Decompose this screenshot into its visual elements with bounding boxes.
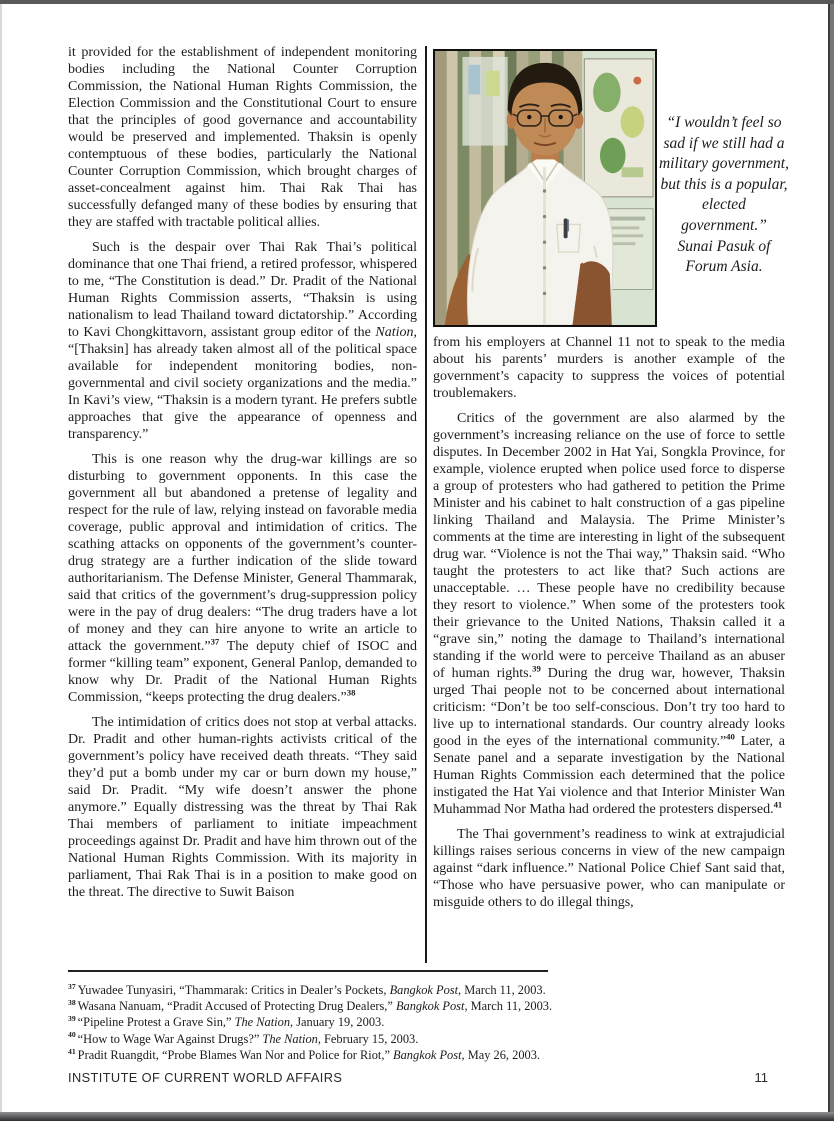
pull-quote-attribution: Sunai Pasuk of Forum Asia. bbox=[677, 237, 771, 276]
footnotes bbox=[68, 982, 786, 1063]
paragraph: Critics of the government are also alarmed by the government’s increasing reliance on the use of force to settle disputes. In December 2002 in Hat Yai, Songkla Province, for example, violence erupted when police used force to disperse a group of protesters who had gathered to petition the Prime Minister and his cabinet to halt construction of a gas pipeline linking Thailand and Malaysia. The Prime Minister’s comments at the time are interesting in light of the subsequent drug war. “Violence is not the Thai way,” Thaksin said. “Who taught the protesters to act like that? Such actions are unacceptable. … These people have no credibility because they resort to violence.” When some of the protesters took their grievance to the United Nations, Thaksin called it a “grave sin,” noting the damage to Thailand’s international standing if the world were to perceive Thailand as an abuser of human rights.$^{39}$ During the drug war, however, Thaksin urged Thai people not to be concerned about international criticism: “Don’t be too self-conscious. Don’t try too hard to live up to international standards. Our country already looks good in the eyes of the international community.”$^{40}$ Later, a Senate panel and a separate investigation by the National Human Rights Commission each determined that the police instigated the Hat Yai violence and that Interior Minister Wan Muhammad Nor Matha had ordered the protesters dispersed.$^{41}$ bbox=[433, 411, 786, 817]
scan-edge-right bbox=[830, 4, 834, 1112]
paragraph: The intimidation of critics does not stop at verbal attacks. Dr. Pradit and other human-rights activists critical of the government’s policy have received death threats. “They said they’d put a bomb under my car or burn down my house,” said Dr. Pradit. “My wife doesn’t answer the phone anymore.” Equally distressing was the threat by Thai Rak Thai members of parliament to initiate impeachment proceedings against Dr. Pradit and have him thrown out of the National Human Rights Commission. With its majority in parliament, Thai Rak Thai is in a position to make good on the threat. The directive to Suwit Baison bbox=[68, 715, 417, 900]
footnote-number: 39 bbox=[68, 1014, 76, 1024]
right-column bbox=[433, 334, 785, 911]
paragraph: The Thai government’s readiness to wink at extrajudicial killings raises serious concerns in view of the new campaign against “dark influence.” National Police Chief Sant said that, “Those who have persuasive power, who can manipulate or misguide others to do illegal things, bbox=[433, 827, 785, 910]
footer-organization: INSTITUTE OF CURRENT WORLD AFFAIRS bbox=[68, 1070, 343, 1085]
scan-edge-left bbox=[0, 4, 2, 1112]
footnote bbox=[68, 1014, 786, 1030]
footnote bbox=[68, 982, 786, 998]
page-number: 11 bbox=[754, 1070, 768, 1085]
footnote bbox=[68, 998, 786, 1014]
footnote-text: “Pipeline Protest a Grave Sin,” The Nation, January 19, 2003. bbox=[77, 1015, 385, 1030]
pull-quote bbox=[658, 113, 790, 278]
footnote-number: 40 bbox=[68, 1030, 76, 1040]
paragraph: it provided for the establishment of independent monitoring bodies including the National Counter Corruption Commission, the National Human Rights Commission, the Election Commission and the Constitutional Court to ensure that the principles of good governance and accountability would be preserved and implemented. Thaksin is openly contemptuous of these bodies, particularly the National Counter Corruption Commission, which brought charges of asset-concealment against him. Thai Rak Thai has successfully defanged many of these bodies by ensuring that they are staffed with tractable political allies. bbox=[68, 45, 417, 230]
page-footer bbox=[68, 1070, 768, 1085]
footnote-text: Wasana Nanuam, “Pradit Accused of Protecting Drug Dealers,” Bangkok Post, March 11, 2003. bbox=[77, 999, 553, 1014]
footnote-text: “How to Wage War Against Drugs?” The Nation, February 15, 2003. bbox=[77, 1031, 419, 1046]
footnote-text: Yuwadee Tunyasiri, “Thammarak: Critics in Dealer’s Pockets, Bangkok Post, March 11, 2003. bbox=[77, 983, 546, 997]
portrait-photo bbox=[433, 49, 657, 327]
footnote-text: Pradit Ruangdit, “Probe Blames Wan Nor and Police for Riot,” Bangkok Post, May 26, 2003. bbox=[77, 1047, 541, 1062]
footnote-rule bbox=[68, 970, 548, 972]
left-column bbox=[68, 44, 417, 901]
footnote bbox=[68, 1047, 786, 1063]
paragraph: from his employers at Channel 11 not to speak to the media about his parents’ murders is another example of the government’s capacity to suppress the voices of potential troublemakers. bbox=[433, 335, 785, 401]
paragraph: This is one reason why the drug-war killings are so disturbing to government opponents. In this case the government all but abandoned a pretense of legality and respect for the rule of law, relying instead on favorable media coverage, public approval and intimidation of critics. The scathing attacks on opponents of the government’s counter-drug strategy are a further indication of the slide toward authoritarianism. The Defense Minister, General Thammarak, said that critics of the government’s drug-suppression policy were in the pay of drug dealers: “The drug traders have a lot of money and they can hire anyone to write an article to attack the government.”$^{37}$ The deputy chief of ISOC and former “killing team” exponent, General Panlop, demanded to know why Dr. Pradit of the National Human Rights Commission, “keeps protecting the drug dealers.”$^{38}$ bbox=[68, 452, 418, 705]
footnote bbox=[68, 1031, 786, 1047]
portrait-photo-illustration bbox=[435, 51, 655, 325]
scan-edge-bottom bbox=[0, 1112, 834, 1121]
footnote-number: 37 bbox=[68, 981, 76, 991]
scan-edge-top bbox=[0, 0, 834, 4]
footnote-number: 38 bbox=[68, 998, 76, 1008]
column-divider bbox=[425, 46, 427, 963]
footnote-number: 41 bbox=[68, 1046, 76, 1056]
scan-edge-right-line bbox=[828, 4, 830, 1112]
pull-quote-text: “I wouldn’t feel so sad if we still had a military government, but this is a popular, elected government.” bbox=[658, 114, 789, 234]
paragraph: Such is the despair over Thai Rak Thai’s political dominance that one Thai friend, a retired professor, whispered to me, “The Constitution is dead.” Dr. Pradit of the National Human Rights Commission asserts, “Thaksin is using nationalism to lead Thailand toward dictatorship.” According to Kavi Chongkittavorn, assistant group editor of the Nation, “[Thaksin] has already taken almost all of the political space available for independent monitoring bodies, non-governmental and civil society organizations and the media.” In Kavi’s view, “Thaksin is a modern tyrant. He prefers subtle approaches that give the appearance of openness and transparency.” bbox=[68, 240, 417, 442]
